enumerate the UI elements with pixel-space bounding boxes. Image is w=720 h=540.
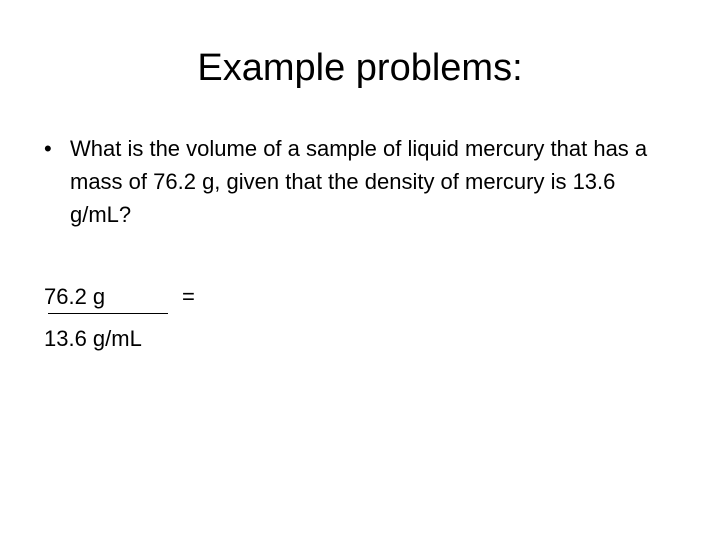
fraction-numerator: 76.2 g	[44, 284, 106, 309]
bullet-item	[44, 132, 664, 231]
bullet-dot-icon: •	[44, 136, 52, 161]
fraction-bar	[48, 313, 168, 314]
equals-sign: =	[182, 284, 195, 309]
bullet-text: What is the volume of a sample of liquid mercury that has a mass of 76.2 g, given that the density of mercury is 13.6 g/mL?	[70, 136, 648, 227]
fraction-denominator: 13.6 g/mL	[44, 326, 142, 351]
slide-title: Example problems:	[197, 47, 523, 89]
